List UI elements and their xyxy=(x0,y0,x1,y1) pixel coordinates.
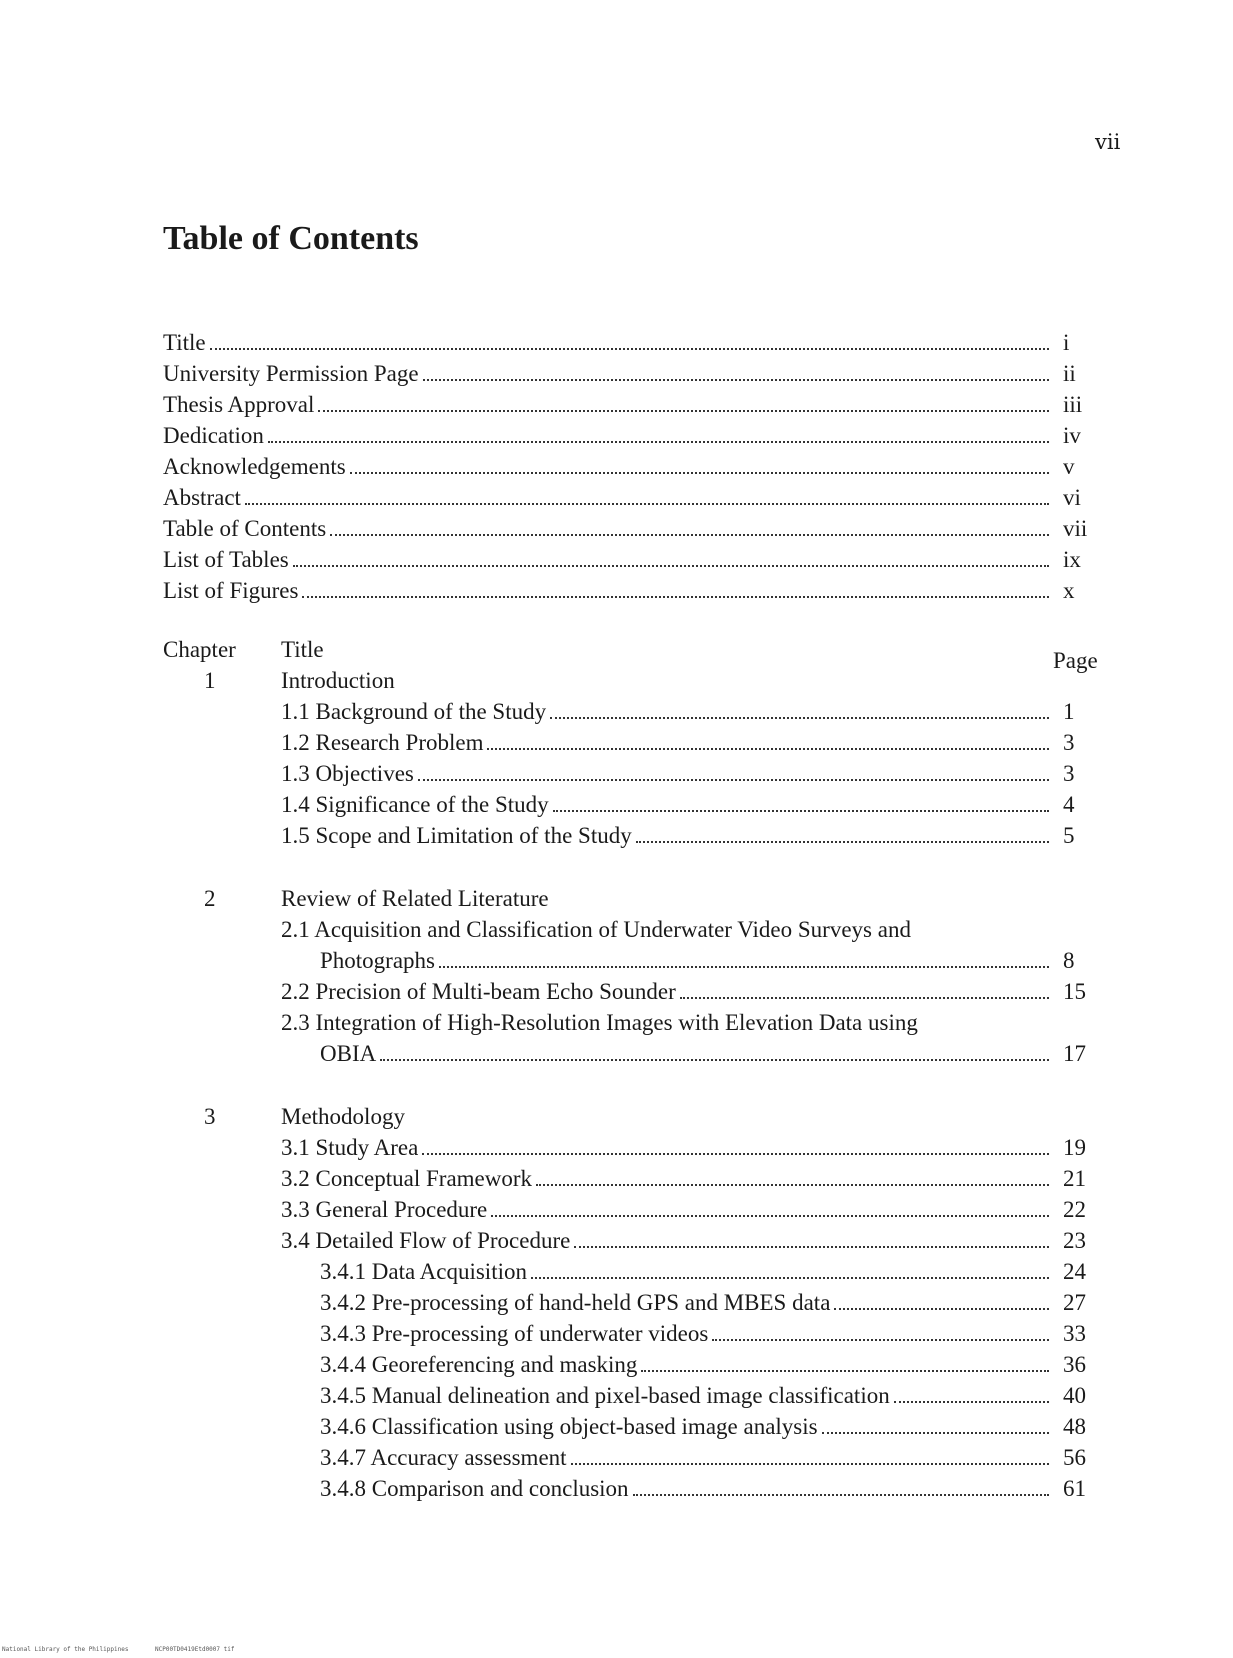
page-title: Table of Contents xyxy=(163,220,419,257)
entry-page: 19 xyxy=(1063,1135,1086,1160)
dot-leader xyxy=(487,748,1049,750)
entry-page: 33 xyxy=(1063,1321,1086,1346)
entry-page: 21 xyxy=(1063,1166,1086,1191)
page-number: vii xyxy=(1095,130,1121,154)
entry-label: Dedication xyxy=(163,423,264,448)
dot-leader xyxy=(641,1370,1049,1372)
entry-label: 3.4.4 Georeferencing and masking xyxy=(320,1352,638,1377)
toc-entry[interactable] xyxy=(281,792,1103,818)
toc-entry[interactable] xyxy=(320,1476,1103,1502)
entry-label: 1.3 Objectives xyxy=(281,761,414,786)
dot-leader xyxy=(531,1277,1049,1279)
toc-entry[interactable] xyxy=(320,1041,1103,1067)
entry-page: 3 xyxy=(1063,761,1075,786)
dot-leader xyxy=(822,1432,1049,1434)
entry-page: iii xyxy=(1063,392,1083,417)
chapter-title[interactable]: Review of Related Literature xyxy=(281,886,549,911)
entry-label: 3.2 Conceptual Framework xyxy=(281,1166,533,1191)
chapter-number: 1 xyxy=(204,668,216,693)
entry-label: Table of Contents xyxy=(163,516,327,541)
toc-entry[interactable] xyxy=(163,330,1103,356)
entry-label: 2.2 Precision of Multi-beam Echo Sounder xyxy=(281,979,676,1004)
entry-label: Abstract xyxy=(163,485,241,510)
column-header-chapter: Chapter xyxy=(163,637,236,662)
column-header-page: Page xyxy=(1053,648,1098,673)
dot-leader xyxy=(293,565,1049,567)
entry-page: 17 xyxy=(1063,1041,1086,1066)
entry-label: List of Figures xyxy=(163,578,299,603)
dot-leader xyxy=(491,1215,1049,1217)
dot-leader xyxy=(245,503,1049,505)
toc-entry[interactable] xyxy=(163,454,1103,480)
entry-page: 56 xyxy=(1063,1445,1086,1470)
dot-leader xyxy=(418,779,1049,781)
dot-leader xyxy=(302,596,1049,598)
entry-label: 3.4.6 Classification using object-based image analysis xyxy=(320,1414,818,1439)
entry-page: 48 xyxy=(1063,1414,1086,1439)
dot-leader xyxy=(636,841,1049,843)
toc-entry[interactable] xyxy=(320,1445,1103,1471)
entry-label: 1.2 Research Problem xyxy=(281,730,484,755)
entry-page: 24 xyxy=(1063,1259,1086,1284)
entry-page: 22 xyxy=(1063,1197,1086,1222)
toc-entry[interactable] xyxy=(281,823,1103,849)
toc-entry[interactable] xyxy=(163,392,1103,418)
entry-page: iv xyxy=(1063,423,1081,448)
entry-page: x xyxy=(1063,578,1075,603)
chapter-number: 3 xyxy=(204,1104,216,1129)
chapter-title[interactable]: Methodology xyxy=(281,1104,405,1129)
entry-page: 3 xyxy=(1063,730,1075,755)
entry-label: Acknowledgements xyxy=(163,454,346,479)
dot-leader xyxy=(268,441,1049,443)
entry-page: vii xyxy=(1063,516,1088,541)
toc-entry[interactable] xyxy=(163,547,1103,573)
toc-entry[interactable] xyxy=(320,1290,1103,1316)
footer-file: NCP00TD0419Etd0007 tif xyxy=(155,1646,235,1653)
toc-entry[interactable] xyxy=(163,516,1103,542)
entry-page: 27 xyxy=(1063,1290,1086,1315)
entry-label: 3.4.8 Comparison and conclusion xyxy=(320,1476,629,1501)
entry-page: i xyxy=(1063,330,1070,355)
entry-page: 4 xyxy=(1063,792,1075,817)
dot-leader xyxy=(894,1401,1049,1403)
entry-page: 61 xyxy=(1063,1476,1086,1501)
entry-page: ii xyxy=(1063,361,1076,386)
dot-leader xyxy=(439,966,1049,968)
entry-label-line1: 2.1 Acquisition and Classification of Underwater Video Surveys and xyxy=(281,917,911,942)
toc-entry[interactable] xyxy=(320,948,1103,974)
dot-leader xyxy=(536,1184,1049,1186)
toc-entry[interactable] xyxy=(163,578,1103,604)
toc-entry[interactable] xyxy=(281,699,1103,725)
entry-label: 3.3 General Procedure xyxy=(281,1197,488,1222)
entry-label: Thesis Approval xyxy=(163,392,315,417)
toc-entry[interactable] xyxy=(320,1259,1103,1285)
toc-entry[interactable] xyxy=(281,730,1103,756)
entry-page: v xyxy=(1063,454,1075,479)
entry-label: Photographs xyxy=(320,948,435,973)
dot-leader xyxy=(571,1463,1049,1465)
chapter-title[interactable]: Introduction xyxy=(281,668,395,693)
entry-label: University Permission Page xyxy=(163,361,419,386)
entry-page: ix xyxy=(1063,547,1081,572)
entry-page: 15 xyxy=(1063,979,1086,1004)
toc-entry[interactable] xyxy=(320,1321,1103,1347)
dot-leader xyxy=(318,410,1049,412)
toc-entry[interactable] xyxy=(320,1352,1103,1378)
toc-entry[interactable] xyxy=(163,485,1103,511)
entry-page: 23 xyxy=(1063,1228,1086,1253)
dot-leader xyxy=(633,1494,1049,1496)
entry-label: 3.4.5 Manual delineation and pixel-based image classification xyxy=(320,1383,890,1408)
dot-leader xyxy=(553,810,1049,812)
dot-leader xyxy=(330,534,1049,536)
dot-leader xyxy=(834,1308,1049,1310)
entry-page: 5 xyxy=(1063,823,1075,848)
toc-entry[interactable] xyxy=(163,361,1103,387)
dot-leader xyxy=(712,1339,1049,1341)
dot-leader xyxy=(423,379,1049,381)
entry-page: 36 xyxy=(1063,1352,1086,1377)
entry-label: 1.1 Background of the Study xyxy=(281,699,547,724)
dot-leader xyxy=(422,1153,1049,1155)
entry-label: 3.1 Study Area xyxy=(281,1135,419,1160)
dot-leader xyxy=(210,348,1049,350)
toc-entry[interactable] xyxy=(320,1414,1103,1440)
entry-label: 3.4.3 Pre-processing of underwater videos xyxy=(320,1321,709,1346)
entry-label: List of Tables xyxy=(163,547,289,572)
dot-leader xyxy=(574,1246,1049,1248)
dot-leader xyxy=(550,717,1049,719)
entry-label-line1: 2.3 Integration of High-Resolution Images with Elevation Data using xyxy=(281,1010,918,1035)
entry-label: 3.4.7 Accuracy assessment xyxy=(320,1445,567,1470)
toc-entry[interactable] xyxy=(281,761,1103,787)
dot-leader xyxy=(380,1059,1049,1061)
entry-page: vi xyxy=(1063,485,1081,510)
dot-leader xyxy=(350,472,1049,474)
toc-entry[interactable] xyxy=(281,979,1103,1005)
entry-label: 3.4 Detailed Flow of Procedure xyxy=(281,1228,571,1253)
column-header-title: Title xyxy=(281,637,324,662)
toc-entry[interactable] xyxy=(281,1135,1103,1161)
entry-page: 1 xyxy=(1063,699,1075,724)
entry-label: OBIA xyxy=(320,1041,377,1066)
entry-label: 3.4.1 Data Acquisition xyxy=(320,1259,527,1284)
dot-leader xyxy=(680,997,1049,999)
entry-label: 1.5 Scope and Limitation of the Study xyxy=(281,823,632,848)
entry-label: 1.4 Significance of the Study xyxy=(281,792,549,817)
entry-label: 3.4.2 Pre-processing of hand-held GPS and MBES data xyxy=(320,1290,831,1315)
toc-entry[interactable] xyxy=(281,1166,1103,1192)
entry-label: Title xyxy=(163,330,206,355)
toc-entry[interactable] xyxy=(320,1383,1103,1409)
footer-source: National Library of the Philippines xyxy=(2,1646,129,1653)
entry-page: 8 xyxy=(1063,948,1075,973)
toc-entry[interactable] xyxy=(281,1197,1103,1223)
entry-page: 40 xyxy=(1063,1383,1086,1408)
toc-entry[interactable] xyxy=(281,1228,1103,1254)
chapter-number: 2 xyxy=(204,886,216,911)
toc-entry[interactable] xyxy=(163,423,1103,449)
